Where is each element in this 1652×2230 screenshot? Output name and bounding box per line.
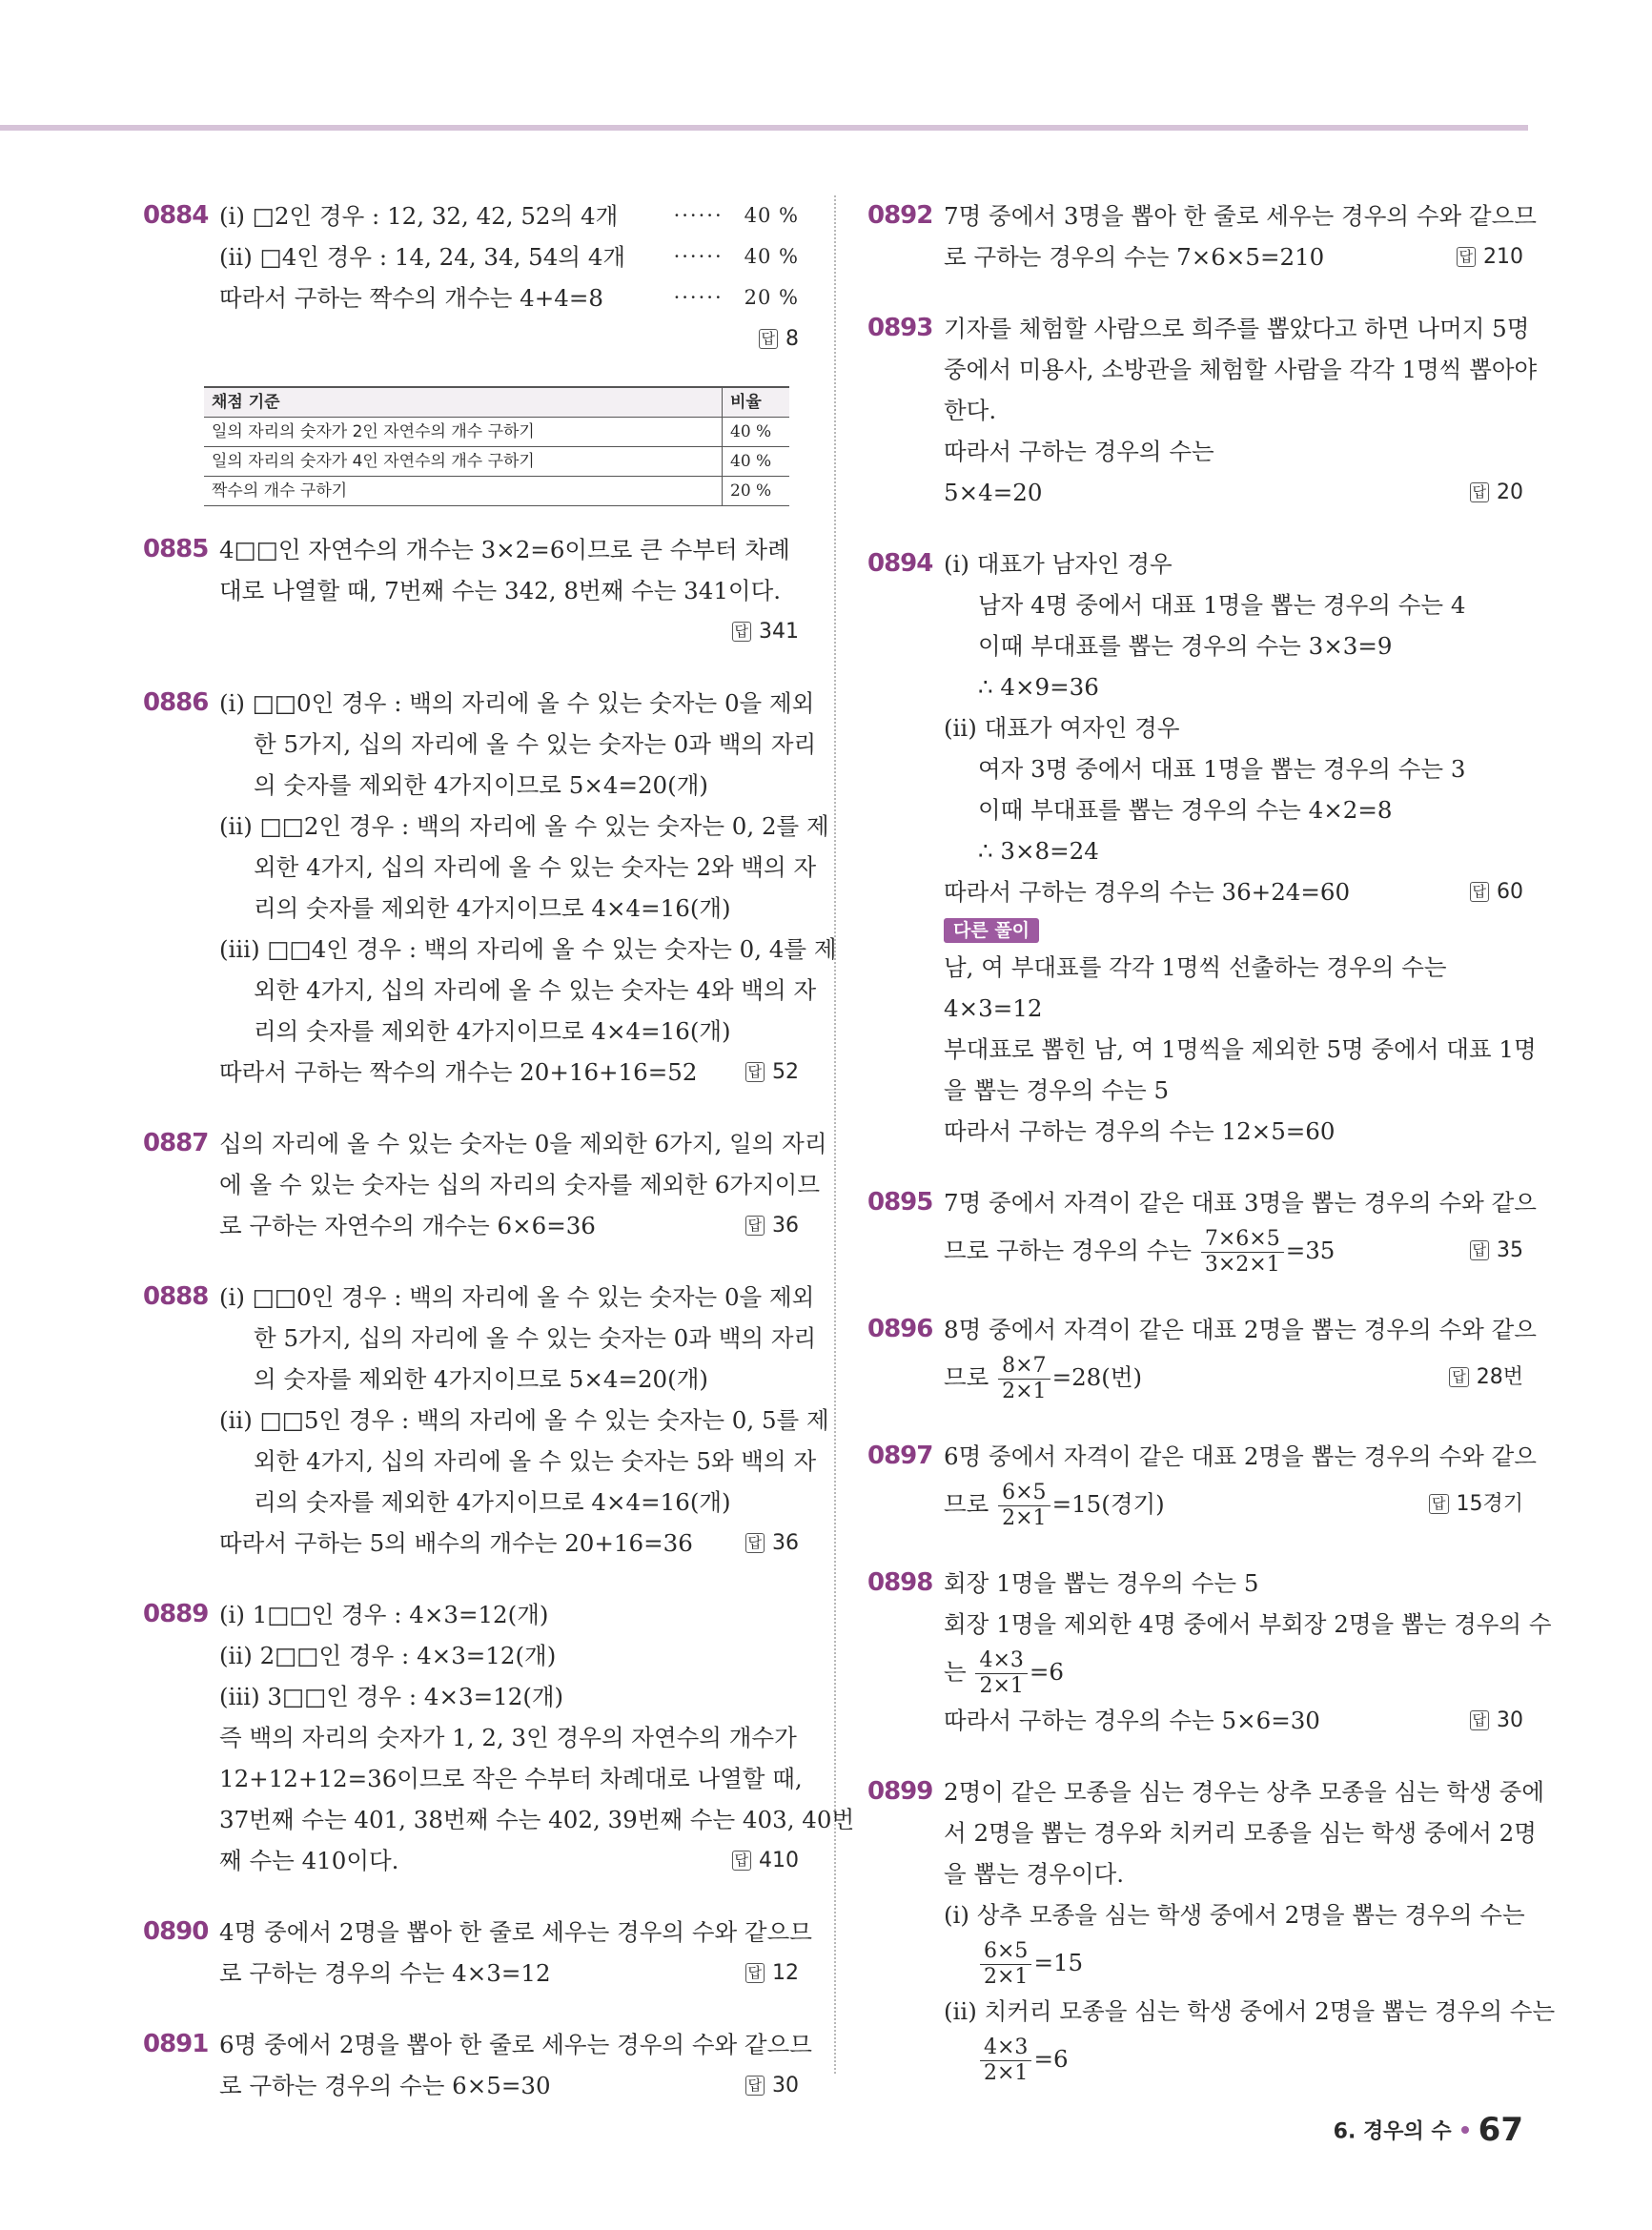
solution-line: 따라서 구하는 짝수의 개수는 20+16+16=52 [219, 1058, 698, 1086]
rubric-criterion: 일의 자리의 숫자가 2인 자연수의 개수 구하기 [204, 418, 723, 447]
solution-line: 4□□인 자연수의 개수는 3×2=6이므로 큰 수부터 차례 [219, 536, 790, 563]
solution-line: 여자 3명 중에서 대표 1명을 뽑는 경우의 수는 3 [978, 755, 1466, 783]
solution-line: 십의 자리에 올 수 있는 숫자는 0을 제외한 6가지, 일의 자리 [219, 1130, 827, 1157]
solution-line: 6명 중에서 2명을 뽑아 한 줄로 세우는 경우의 수와 같으므 [219, 2031, 812, 2058]
section-title: 6. 경우의 수 [1333, 2119, 1452, 2144]
problem-number: 0888 [143, 1282, 209, 1311]
fraction: $\frac{8\times 7}{2\times 1}$ [998, 1354, 1050, 1404]
solution-line: 부대표로 뽑힌 남, 여 1명씩을 제외한 5명 중에서 대표 1명 [944, 1035, 1537, 1063]
rubric-criterion: 일의 자리의 숫자가 4인 자연수의 개수 구하기 [204, 447, 723, 477]
problem-number: 0889 [143, 1600, 209, 1628]
solution-line: (ⅱ) 대표가 여자인 경우 [944, 714, 1180, 742]
solution-line: 8명 중에서 자격이 같은 대표 2명을 뽑는 경우의 수와 같으 [944, 1316, 1537, 1343]
score-percent: 40 % [744, 245, 799, 268]
answer: 답 341 [732, 611, 800, 652]
problem-0896 [867, 1309, 1537, 1405]
problem-0899 [867, 1771, 1556, 2087]
answer: 답 28번 [1449, 1350, 1523, 1405]
solution-line: 남, 여 부대표를 각각 1명씩 선출하는 경우의 수는 [944, 953, 1447, 981]
fraction: $\frac{4\times 3}{2\times 1}$ [980, 2036, 1031, 2086]
solution-line: (ⅰ) □2인 경우 : 12, 32, 42, 52의 4개 [219, 202, 619, 230]
problem-number: 0897 [867, 1442, 933, 1470]
solution-line: 외한 4가지, 십의 자리에 올 수 있는 숫자는 4와 백의 자 [254, 976, 817, 1004]
solution-line: (ⅱ) □4인 경우 : 14, 24, 34, 54의 4개 [219, 243, 626, 271]
solution-line: (ⅰ) 대표가 남자인 경우 [944, 550, 1173, 578]
solution-line: (ⅰ) □□0인 경우 : 백의 자리에 올 수 있는 숫자는 0을 제외 [219, 689, 815, 717]
rubric-percent: 40 % [723, 418, 790, 447]
solution-line: 로 구하는 자연수의 개수는 6×6=36 [219, 1212, 596, 1239]
solution-line: 로 구하는 경우의 수는 4×3=12 [219, 1959, 551, 1987]
page-footer [1334, 2111, 1523, 2149]
solution-line: 7명 중에서 자격이 같은 대표 3명을 뽑는 경우의 수와 같으 [944, 1189, 1537, 1217]
solution-line: 을 뽑는 경우의 수는 5 [944, 1076, 1170, 1104]
problem-number: 0886 [143, 688, 209, 717]
rubric-header: 채점 기준 [204, 387, 723, 418]
solution-line: (ⅲ) 3□□인 경우 : 4×3=12(개) [219, 1683, 564, 1710]
answer: 답 36 [745, 1523, 800, 1564]
fraction: $\frac{6\times 5}{2\times 1}$ [980, 1939, 1031, 1990]
problem-number: 0890 [143, 1917, 209, 1946]
solution-line: (ⅰ) 1□□인 경우 : 4×3=12(개) [219, 1601, 549, 1628]
problem-number: 0895 [867, 1188, 933, 1217]
solution-line: 므로 [944, 1363, 997, 1391]
solution-line: 회장 1명을 뽑는 경우의 수는 5 [944, 1569, 1259, 1597]
solution-line: 는 [944, 1658, 974, 1686]
fraction: $\frac{4\times 3}{2\times 1}$ [975, 1648, 1027, 1699]
problem-number: 0893 [867, 314, 933, 342]
solution-line: 따라서 구하는 짝수의 개수는 4+4=8 [219, 284, 603, 312]
problem-0884: 0884 (ⅰ) □2인 경우 : 12, 32, 42, 52의 4개 ······ 40 % (ⅱ) □4인 경우 : 14, 24, 34, 54의 4개 ······ 40 % 따라서 구하는 짝수의 개수는 4+4=8 ······ 20 % 답 8 [143, 195, 799, 359]
solution-line: 따라서 구하는 경우의 수는 12×5=60 [944, 1117, 1336, 1145]
solution-line: 즉 백의 자리의 숫자가 1, 2, 3인 경우의 자연수의 개수가 [219, 1724, 797, 1751]
score-percent: 20 % [744, 286, 799, 309]
problem-0885 [143, 529, 799, 652]
rubric-percent: 40 % [723, 447, 790, 477]
solution-line: 이때 부대표를 뽑는 경우의 수는 4×2=8 [978, 796, 1393, 824]
solution-line: (ⅲ) □□4인 경우 : 백의 자리에 올 수 있는 숫자는 0, 4를 제 [219, 935, 837, 963]
solution-line: 2명이 같은 모종을 심는 경우는 상추 모종을 심는 학생 중에 [944, 1778, 1545, 1806]
grading-rubric-table [204, 386, 789, 506]
answer: 답 20 [1470, 472, 1524, 513]
solution-line: (ⅱ) □□2인 경우 : 백의 자리에 올 수 있는 숫자는 0, 2를 제 [219, 812, 829, 840]
problem-0898 [867, 1563, 1552, 1741]
solution-line: 37번째 수는 401, 38번째 수는 402, 39번째 수는 403, 40번 [219, 1806, 855, 1833]
problem-0891 [143, 2024, 812, 2106]
solution-line: 따라서 구하는 경우의 수는 [944, 438, 1214, 465]
problem-0894 [867, 543, 1537, 1152]
rubric-percent: 20 % [723, 477, 790, 506]
fraction: $\frac{6\times 5}{2\times 1}$ [998, 1481, 1050, 1531]
problem-0890 [143, 1912, 812, 1994]
score-percent: 40 % [744, 204, 799, 227]
solution-line: =35 [1285, 1237, 1336, 1264]
solution-line: 로 구하는 경우의 수는 7×6×5=210 [944, 243, 1325, 271]
bullet-dot-icon [1461, 2126, 1469, 2134]
alternative-solution-badge: 다른 풀이 [944, 918, 1039, 943]
solution-line: 한다. [944, 397, 997, 424]
problem-0897 [867, 1436, 1537, 1532]
solution-line: 한 5가지, 십의 자리에 올 수 있는 숫자는 0과 백의 자리 [254, 730, 817, 758]
solution-line: 기자를 체험할 사람으로 희주를 뽑았다고 하면 나머지 5명 [944, 315, 1530, 342]
problem-0887 [143, 1123, 827, 1246]
solution-line: 따라서 구하는 경우의 수는 5×6=30 [944, 1707, 1320, 1734]
solution-line: 외한 4가지, 십의 자리에 올 수 있는 숫자는 5와 백의 자 [254, 1447, 817, 1475]
solution-line: =15(경기) [1051, 1490, 1165, 1518]
solution-line: 므로 [944, 1490, 997, 1518]
answer: 답 36 [745, 1205, 800, 1246]
problem-0895 [867, 1182, 1537, 1279]
solution-line: 로 구하는 경우의 수는 6×5=30 [219, 2072, 551, 2099]
answer: 답 12 [745, 1953, 800, 1994]
solution-line: 회장 1명을 제외한 4명 중에서 부회장 2명을 뽑는 경우의 수 [944, 1610, 1552, 1638]
answer: 답 210 [1457, 236, 1524, 277]
problem-0892 [867, 195, 1537, 277]
solution-line: 12+12+12=36이므로 작은 수부터 차례대로 나열할 때, [219, 1765, 803, 1792]
solution-line: ∴ 3×8=24 [978, 837, 1099, 865]
rubric-criterion: 짝수의 개수 구하기 [204, 477, 723, 506]
solution-line: 서 2명을 뽑는 경우와 치커리 모종을 심는 학생 중에서 2명 [944, 1819, 1537, 1847]
answer: 답 35 [1470, 1223, 1524, 1279]
solution-line: 이때 부대표를 뽑는 경우의 수는 3×3=9 [978, 632, 1393, 660]
solution-line: 째 수는 410이다. [219, 1847, 399, 1874]
solution-line: 6명 중에서 자격이 같은 대표 2명을 뽑는 경우의 수와 같으 [944, 1442, 1537, 1470]
solution-line: 4×3=12 [944, 994, 1043, 1022]
solution-line: 한 5가지, 십의 자리에 올 수 있는 숫자는 0과 백의 자리 [254, 1324, 817, 1352]
problem-number: 0899 [867, 1777, 933, 1806]
solution-line: 5×4=20 [944, 479, 1043, 506]
answer: 답 15경기 [1429, 1477, 1523, 1532]
solution-line: 4명 중에서 2명을 뽑아 한 줄로 세우는 경우의 수와 같으므 [219, 1918, 812, 1946]
answer: 답 30 [745, 2065, 800, 2106]
solution-line: (ⅱ) 2□□인 경우 : 4×3=12(개) [219, 1642, 557, 1669]
problem-number: 0896 [867, 1315, 933, 1343]
solution-line: 리의 숫자를 제외한 4가지이므로 4×4=16(개) [254, 1488, 731, 1516]
problem-number: 0885 [143, 535, 209, 563]
answer: 답 410 [732, 1840, 800, 1881]
problem-number: 0887 [143, 1129, 209, 1157]
solution-line: 리의 숫자를 제외한 4가지이므로 4×4=16(개) [254, 894, 731, 922]
solution-line: (ⅰ) □□0인 경우 : 백의 자리에 올 수 있는 숫자는 0을 제외 [219, 1283, 815, 1311]
solution-line: (ⅰ) 상추 모종을 심는 학생 중에서 2명을 뽑는 경우의 수는 [944, 1901, 1525, 1929]
solution-line: 따라서 구하는 경우의 수는 36+24=60 [944, 878, 1351, 906]
problem-0889 [143, 1594, 855, 1881]
solution-line: =6 [1029, 1658, 1065, 1686]
solution-line: (ⅱ) 치커리 모종을 심는 학생 중에서 2명을 뽑는 경우의 수는 [944, 1997, 1556, 2025]
solution-line: 중에서 미용사, 소방관을 체험할 사람을 각각 1명씩 뽑아야 [944, 356, 1538, 383]
solution-line: 을 뽑는 경우이다. [944, 1860, 1125, 1888]
problem-number: 0891 [143, 2030, 209, 2058]
column-divider [834, 195, 836, 2074]
problem-number: 0892 [867, 201, 933, 230]
answer: 답 30 [1470, 1700, 1524, 1741]
answer: 답 8 [759, 318, 800, 359]
answer: 답 60 [1470, 871, 1524, 912]
problem-number: 0894 [867, 549, 933, 578]
solution-line: (ⅱ) □□5인 경우 : 백의 자리에 올 수 있는 숫자는 0, 5를 제 [219, 1406, 829, 1434]
solution-line: 외한 4가지, 십의 자리에 올 수 있는 숫자는 2와 백의 자 [254, 853, 817, 881]
problem-number: 0898 [867, 1568, 933, 1597]
problem-number: 0884 [143, 201, 209, 230]
problem-0886 [143, 683, 837, 1093]
fraction: $\frac{7\times 6\times 5}{3\times 2\times 1}$ [1201, 1227, 1284, 1278]
solution-line: 의 숫자를 제외한 4가지이므로 5×4=20(개) [254, 771, 708, 799]
solution-line: 리의 숫자를 제외한 4가지이므로 4×4=16(개) [254, 1017, 731, 1045]
solution-line: =15 [1033, 1949, 1084, 1976]
solution-line: 의 숫자를 제외한 4가지이므로 5×4=20(개) [254, 1365, 708, 1393]
solution-line: =28(번) [1051, 1363, 1143, 1391]
left-column [143, 195, 855, 2137]
solution-line: 대로 나열할 때, 7번째 수는 342, 8번째 수는 341이다. [219, 577, 782, 604]
answer: 답 52 [745, 1052, 800, 1093]
solution-line: 7명 중에서 3명을 뽑아 한 줄로 세우는 경우의 수와 같으므 [944, 202, 1537, 230]
page-number: 67 [1478, 2111, 1523, 2149]
solution-line: 에 올 수 있는 숫자는 십의 자리의 숫자를 제외한 6가지이므 [219, 1171, 821, 1198]
solution-line: 따라서 구하는 5의 배수의 개수는 20+16=36 [219, 1529, 693, 1557]
right-column [867, 195, 1556, 2117]
problem-0888 [143, 1277, 829, 1564]
solution-line: =6 [1033, 2045, 1069, 2073]
solution-line: 남자 4명 중에서 대표 1명을 뽑는 경우의 수는 4 [978, 591, 1466, 619]
solution-line: ∴ 4×9=36 [978, 673, 1099, 701]
solution-line: 므로 구하는 경우의 수는 [944, 1237, 1199, 1264]
rubric-header: 비율 [723, 387, 790, 418]
problem-0893 [867, 308, 1538, 513]
top-accent-bar [0, 125, 1528, 131]
